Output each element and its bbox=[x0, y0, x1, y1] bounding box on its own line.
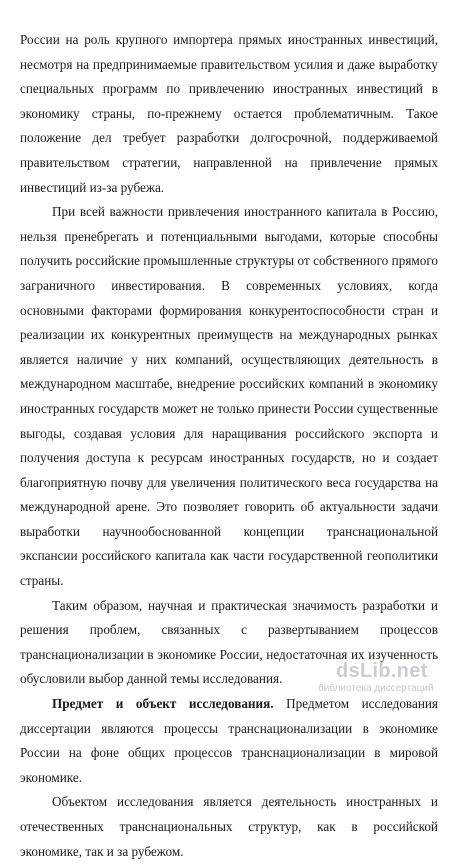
section-heading: Предмет и объект исследования. bbox=[52, 696, 274, 712]
watermark-subtitle: библиотека диссертаций bbox=[318, 683, 434, 694]
watermark bbox=[314, 660, 446, 696]
paragraph-3: Таким образом, научная и практическая значимость разработки и решения проблем, связанных с развертыванием процессов транснационализации в экономике России, недостаточная их изученность обусловили выбор данной темы исследования. bbox=[20, 597, 438, 687]
document-page bbox=[20, 28, 438, 864]
paragraph-4 bbox=[20, 692, 438, 790]
paragraph-1: России на роль крупного импортера прямых иностранных инвестиций, несмотря на предпринимаемые правительством усилия и даже выработку специальных программ по привлечению иностранных инвестиций в экономику страны, по-прежнему остается проблематичным. Такое положение дел требует разработки долгосрочной, поддерживаемой правительством стратегии, направленной на привлечение прямых инвестиций из-за рубежа. bbox=[20, 32, 438, 195]
watermark-logo: dsLib.net bbox=[336, 660, 428, 682]
paragraph-2: При всей важности привлечения иностранного капитала в Россию, нельзя пренебрегать и потенциальными выгодами, которые способны получить российские промышленные структуры от собственного прямого заграничного инвестирования. В современных условиях, когда основными факторами формирования конкурентоспособности стран и реализации их конкурентных преимуществ на международных рынках является наличие у них компаний, осуществляющих деятельность в международном масштабе, внедрение российских компаний в экономику иностранных государств может не только принести России существенные выгоды, создавая условия для наращивания российского экспорта и получения доступа к ресурсам иностранных государств, но и создает благоприятную почву для увеличения политического веса государства на международной арене. Это позволяет говорить об актуальности задачи выработки научнообоснованной концепции транснациональной экспансии российского капитала как части государственной геополитики страны. bbox=[20, 204, 438, 589]
paragraph-5: Объектом исследования является деятельность иностранных и отечественных транснациональных структур, как в российской экономике, так и за рубежом. bbox=[20, 794, 438, 859]
paragraph-4-text: Предметом исследования диссертации являются процессы транснационализации в экономике России на фоне общих процессов транснационализации в мировой экономике. bbox=[20, 696, 438, 785]
